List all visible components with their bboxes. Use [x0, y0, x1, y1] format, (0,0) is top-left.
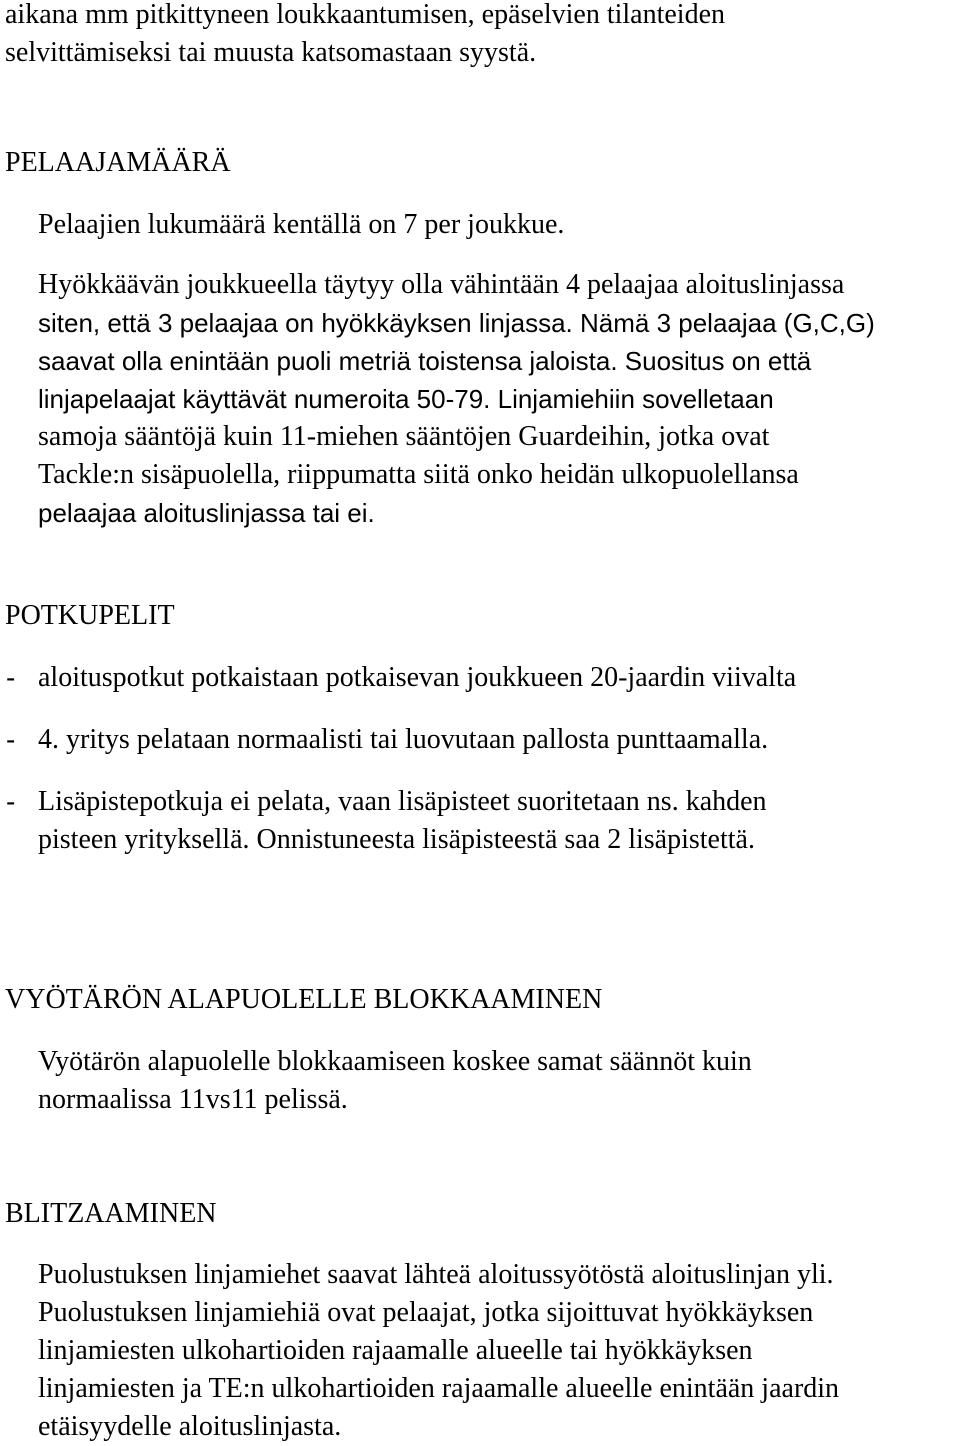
paragraph-line: normaalissa 11vs11 pelissä.: [38, 1084, 348, 1115]
section-heading-vyotaron: VYÖTÄRÖN ALAPUOLELLE BLOKKAAMINEN: [5, 984, 603, 1015]
paragraph-line: siten, että 3 pelaajaa on hyökkäyksen linjassa. Nämä 3 pelaajaa (G,C,G): [38, 308, 875, 338]
section-heading-potkupelit: POTKUPELIT: [5, 600, 175, 631]
paragraph-line: etäisyydelle aloituslinjasta.: [38, 1411, 342, 1442]
list-item-line: pisteen yrityksellä. Onnistuneesta lisäpisteestä saa 2 lisäpistettä.: [38, 824, 755, 855]
list-item-text: 4. yritys pelataan normaalisti tai luovutaan pallosta punttaamalla.: [38, 724, 769, 755]
paragraph-line: linjamiesten ja TE:n ulkohartioiden rajaamalle alueelle enintään jaardin: [38, 1373, 840, 1404]
paragraph-line: Tackle:n sisäpuolella, riippumatta siitä onko heidän ulkopuolellansa: [38, 459, 799, 490]
paragraph-line: Vyötärön alapuolelle blokkaamiseen koskee samat säännöt kuin: [38, 1046, 752, 1077]
paragraph-line: linjamiesten ulkohartioiden rajaamalle alueelle tai hyökkäyksen: [38, 1335, 753, 1366]
list-item: [0, 783, 960, 863]
dash-bullet-icon: -: [6, 724, 16, 755]
pelaajamaara-paragraph-2: [38, 266, 875, 532]
blitzaaminen-paragraph: [38, 1256, 839, 1446]
paragraph-line: Puolustuksen linjamiehet saavat lähteä aloitussyötöstä aloituslinjan yli.: [38, 1259, 834, 1290]
list-item: [0, 721, 960, 761]
paragraph-line: saavat olla enintään puoli metriä toistensa jaloista. Suositus on että: [38, 346, 812, 376]
list-item-text: aloituspotkut potkaistaan potkaisevan joukkueen 20-jaardin viivalta: [38, 662, 797, 693]
dash-bullet-icon: -: [6, 662, 16, 693]
list-item-text: [38, 783, 767, 859]
paragraph-line: Hyökkäävän joukkueella täytyy olla vähintään 4 pelaajaa aloituslinjassa: [38, 269, 845, 300]
paragraph-line: samoja sääntöjä kuin 11-miehen sääntöjen Guardeihin, jotka ovat: [38, 421, 770, 452]
paragraph-line: linjapelaajat käyttävät numeroita 50-79. Linjamiehiin sovelletaan: [38, 384, 774, 414]
vyotaron-paragraph: [38, 1043, 752, 1119]
list-item-line: Lisäpistepotkuja ei pelata, vaan lisäpisteet suoritetaan ns. kahden: [38, 786, 767, 817]
pelaajamaara-paragraph-1: Pelaajien lukumäärä kentällä on 7 per joukkue.: [38, 209, 565, 240]
intro-paragraph: [5, 0, 725, 72]
list-item: [0, 659, 960, 699]
intro-line: aikana mm pitkittyneen loukkaantumisen, epäselvien tilanteiden: [5, 0, 726, 30]
paragraph-line: pelaajaa aloituslinjassa tai ei.: [38, 498, 375, 528]
section-heading-pelaajamaara: PELAAJAMÄÄRÄ: [5, 147, 231, 178]
dash-bullet-icon: -: [6, 786, 16, 817]
intro-line: selvittämiseksi tai muusta katsomastaan syystä.: [5, 37, 537, 68]
paragraph-line: Puolustuksen linjamiehiä ovat pelaajat, jotka sijoittuvat hyökkäyksen: [38, 1297, 814, 1328]
section-heading-blitzaaminen: BLITZAAMINEN: [5, 1198, 217, 1229]
